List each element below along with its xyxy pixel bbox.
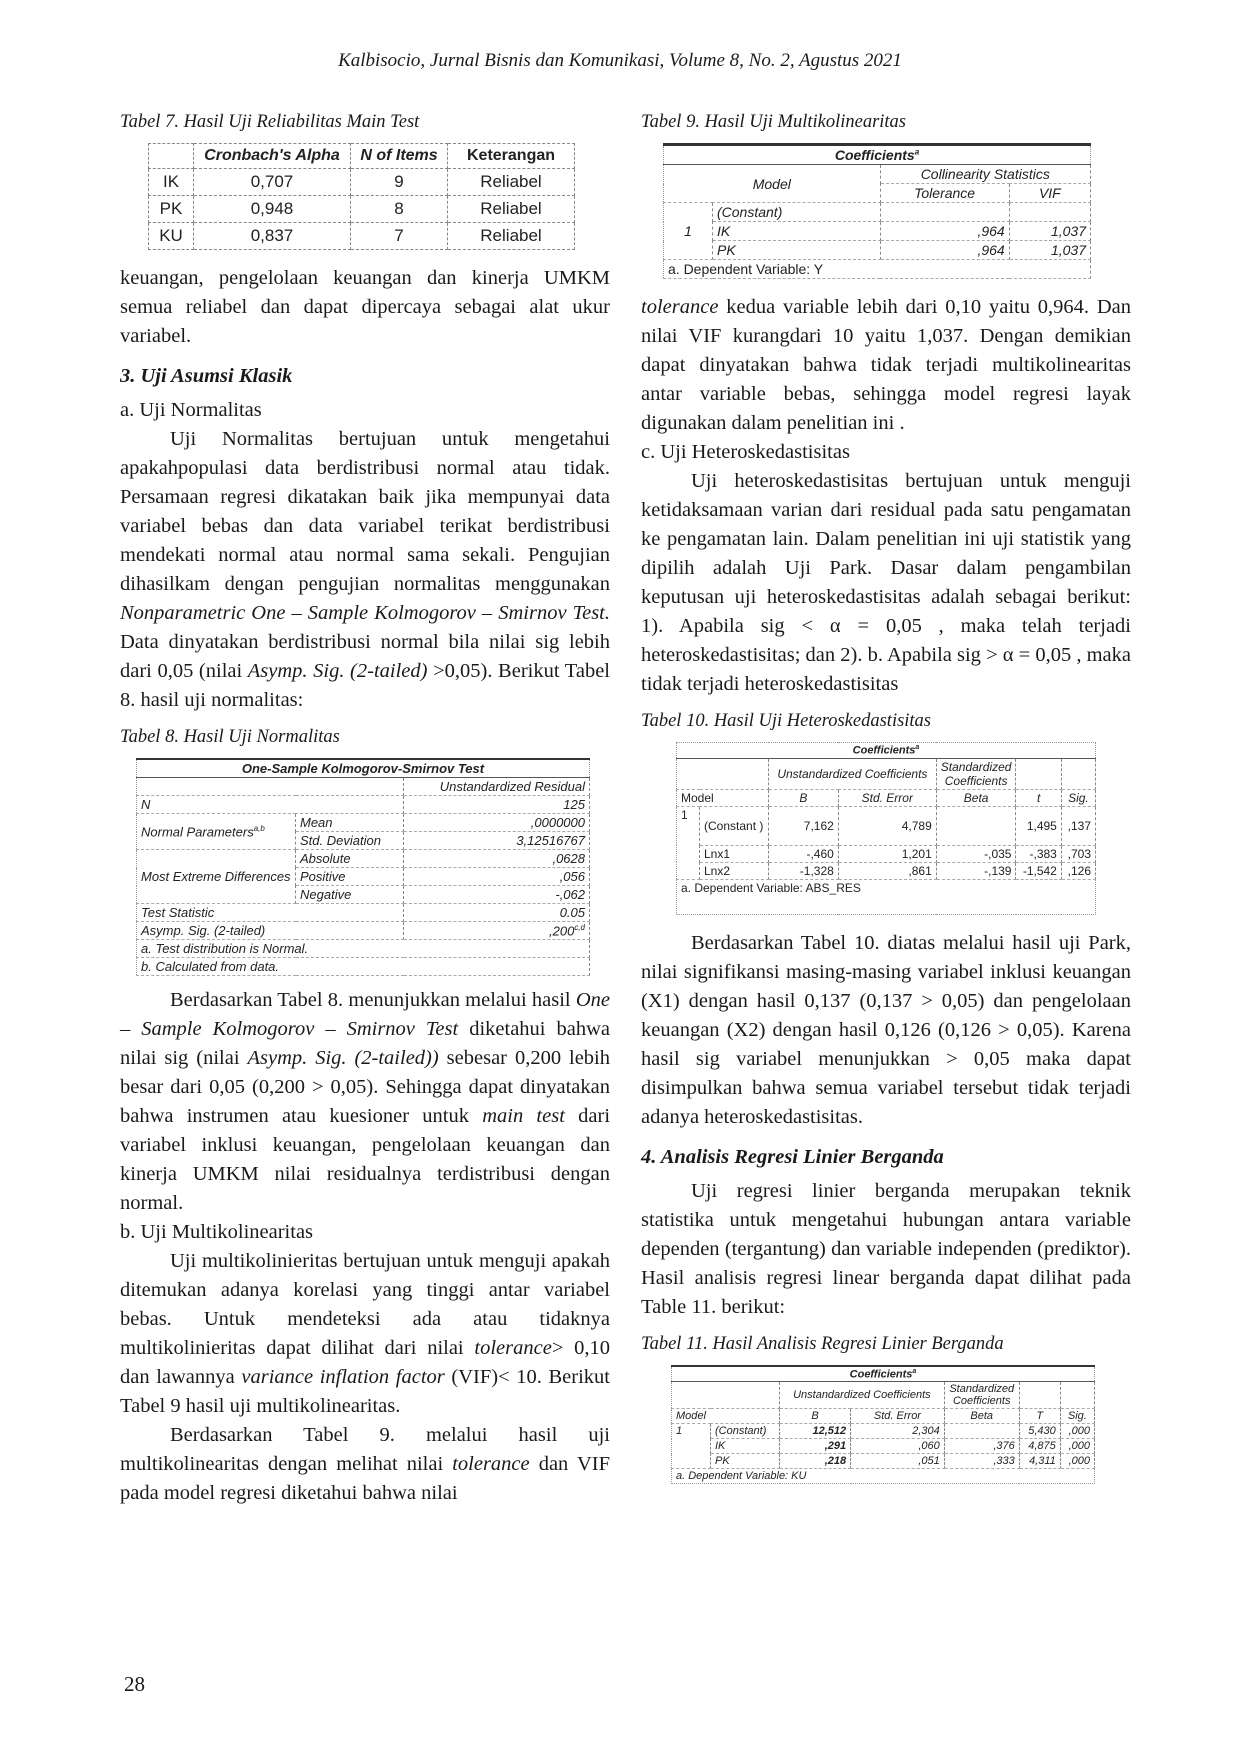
t9-cell: 1,037 bbox=[1009, 222, 1090, 241]
table7-caption: Tabel 7. Hasil Uji Reliabilitas Main Test bbox=[120, 112, 420, 132]
t11-cell: ,376 bbox=[944, 1439, 1019, 1454]
t10-cell: -1,542 bbox=[1016, 862, 1061, 879]
t11-cell: 4,311 bbox=[1019, 1454, 1060, 1469]
t8-note-b: b. Calculated from data. bbox=[137, 958, 590, 976]
t11-h-se: Std. Error bbox=[851, 1409, 945, 1424]
t8-mean-label: Mean bbox=[296, 814, 404, 832]
left-column bbox=[120, 112, 610, 1508]
t7-cell: Reliabel bbox=[448, 169, 575, 196]
t9-note: a. Dependent Variable: Y bbox=[664, 260, 1091, 279]
text-run: tolerance bbox=[641, 296, 719, 318]
t8-np-label bbox=[137, 814, 296, 850]
t8-neg-label: Negative bbox=[296, 886, 404, 904]
table-row bbox=[149, 196, 575, 223]
paragraph bbox=[120, 1247, 610, 1421]
t10-h-beta: Beta bbox=[936, 789, 1016, 806]
t10-cell: 1,201 bbox=[838, 845, 936, 862]
text-run: One – Sample Kolmogorov – Smirnov Test bbox=[120, 989, 610, 1041]
t8-sd-label: Std. Deviation bbox=[296, 832, 404, 850]
table11-regression bbox=[671, 1365, 1095, 1485]
t11-cell: ,051 bbox=[851, 1454, 945, 1469]
t8-n-label: N bbox=[137, 796, 404, 814]
t11-cell: 4,875 bbox=[1019, 1439, 1060, 1454]
section-heading: 4. Analisis Regresi Linier Berganda bbox=[641, 1145, 944, 1168]
subsection-heading: c. Uji Heteroskedastisitas bbox=[641, 441, 850, 463]
t11-cell: ,000 bbox=[1060, 1439, 1094, 1454]
t9-vif: VIF bbox=[1009, 184, 1090, 203]
t10-cell: 1,495 bbox=[1016, 806, 1061, 845]
text-run: Coefficients bbox=[849, 1368, 913, 1381]
t10-cell: Lnx2 bbox=[700, 862, 769, 879]
t11-h-beta: Beta bbox=[944, 1409, 1019, 1424]
text-run: diketahui bahwa nilai sig (nilai bbox=[120, 1018, 610, 1070]
t9-cell: PK bbox=[713, 241, 881, 260]
t7-h0 bbox=[149, 144, 194, 169]
paragraph bbox=[120, 425, 610, 715]
t10-cell: -1,328 bbox=[769, 862, 839, 879]
subsection-heading: b. Uji Multikolinearitas bbox=[120, 1221, 314, 1244]
page-number: 28 bbox=[124, 1672, 145, 1696]
t7-h2: N of Items bbox=[351, 144, 448, 169]
t7-cell: 8 bbox=[351, 196, 448, 223]
t10-cell: 4,789 bbox=[838, 806, 936, 845]
t11-blank bbox=[672, 1382, 780, 1409]
t10-cell: -,383 bbox=[1016, 845, 1061, 862]
footnote-mark: a bbox=[912, 1367, 917, 1375]
t10-blank bbox=[1061, 758, 1095, 789]
t11-cell: IK bbox=[711, 1439, 780, 1454]
t9-cell bbox=[1009, 203, 1090, 222]
right-column bbox=[641, 112, 1131, 1484]
t10-blank bbox=[1016, 758, 1061, 789]
t8-med-label: Most Extreme Differences bbox=[137, 850, 296, 904]
t8-blank bbox=[137, 778, 404, 796]
t10-cell: -,139 bbox=[936, 862, 1016, 879]
t11-blank bbox=[1060, 1382, 1094, 1409]
running-header: Kalbisocio, Jurnal Bisnis dan Komunikasi, Volume 8, No. 2, Agustus 2021 bbox=[338, 50, 902, 71]
t8-sd-val: 3,12516767 bbox=[404, 832, 590, 850]
table-row bbox=[149, 223, 575, 250]
t8-mean-val: ,0000000 bbox=[404, 814, 590, 832]
t11-cell: ,000 bbox=[1060, 1454, 1094, 1469]
t10-h-se: Std. Error bbox=[838, 789, 936, 806]
t11-cell bbox=[944, 1424, 1019, 1439]
t9-title bbox=[664, 145, 1091, 165]
t8-as-cell bbox=[404, 922, 590, 940]
text-run: Uji Normalitas bertujuan untuk mengetahui apakahpopulasi data berdistribusi normal atau tidak. Persamaan regresi dikatakan baik jika mempunyai data variabel bebas dan data variabel terikat berdistribusi mendekati normal atau normal sama sekali. Pengujian dihasilkam dengan pengujian normalitas menggunakan bbox=[120, 428, 610, 595]
t9-cs: Collinearity Statistics bbox=[880, 165, 1090, 184]
t10-cell: (Constant ) bbox=[700, 806, 769, 845]
text-run: Coefficients bbox=[834, 147, 915, 163]
t10-cell bbox=[936, 806, 1016, 845]
t7-cell: 9 bbox=[351, 169, 448, 196]
text-run: Berdasarkan Tabel 9. melalui hasil uji multikolinearitas dengan melihat nilai bbox=[120, 1424, 610, 1476]
text-run: Asymp. Sig. (2-tailed)) bbox=[247, 1047, 439, 1070]
text-run: kedua variable lebih dari 0,10 yaitu 0,964. Dan nilai VIF kurangdari 10 yaitu 1,037. Dengan demikian dapat dinyatakan bahwa tidak terjadi multikolinearitas antar variable bebas, sehingga model regresi layak digunakan dalam penelitian ini . bbox=[641, 296, 1131, 434]
t11-h-sig: Sig. bbox=[1060, 1409, 1094, 1424]
t9-cell: ,964 bbox=[880, 241, 1009, 260]
text-run: Uji multikolinieritas bertujuan untuk menguji apakah ditemukan adanya korelasi yang tinggi antar variabel bebas. Untuk mendeteksi ada atau tidaknya multikolinieritas dapat dilihat dari nilai bbox=[120, 1250, 610, 1360]
table10-caption: Tabel 10. Hasil Uji Heteroskedastisitas bbox=[641, 711, 932, 731]
t11-cell: 2,304 bbox=[851, 1424, 945, 1439]
t8-pos-label: Positive bbox=[296, 868, 404, 886]
t10-cell: -,035 bbox=[936, 845, 1016, 862]
t11-h-t: T bbox=[1019, 1409, 1060, 1424]
footnote-mark: c,d bbox=[574, 923, 585, 932]
footnote-mark: a bbox=[915, 744, 920, 751]
table9-multicollinearity bbox=[663, 143, 1091, 279]
t8-abs-val: ,0628 bbox=[404, 850, 590, 868]
subsection-heading: a. Uji Normalitas bbox=[120, 399, 262, 421]
t11-cell: ,000 bbox=[1060, 1424, 1094, 1439]
text-run: Normal Parameters bbox=[141, 824, 254, 840]
t10-cell: Lnx1 bbox=[700, 845, 769, 862]
t10-title bbox=[677, 743, 1096, 759]
t8-ts-label: Test Statistic bbox=[137, 904, 404, 922]
t11-cell: (Constant) bbox=[711, 1424, 780, 1439]
t11-blank bbox=[1019, 1382, 1060, 1409]
t10-sc: Standardized Coefficients bbox=[936, 758, 1016, 789]
t11-cell: ,218 bbox=[780, 1454, 851, 1469]
t11-cell: ,060 bbox=[851, 1439, 945, 1454]
t10-h-model: Model bbox=[677, 789, 769, 806]
t7-cell: Reliabel bbox=[448, 223, 575, 250]
t7-cell: 0,707 bbox=[194, 169, 351, 196]
t7-h3: Keterangan bbox=[448, 144, 575, 169]
t8-pos-val: ,056 bbox=[404, 868, 590, 886]
text-run: Asymp. Sig. (2-tailed) bbox=[247, 660, 428, 682]
t10-m1: 1 bbox=[677, 806, 700, 879]
t11-cell: 12,512 bbox=[780, 1424, 851, 1439]
t8-neg-val: -,062 bbox=[404, 886, 590, 904]
table8-normality bbox=[136, 758, 590, 976]
text-run: Nonparametric One – Sample Kolmogorov – Smirnov Test. bbox=[120, 602, 610, 624]
t11-m1: 1 bbox=[672, 1424, 711, 1469]
t8-ts-val: 0.05 bbox=[404, 904, 590, 922]
t11-sc: Standardized Coefficients bbox=[944, 1382, 1019, 1409]
t9-tol: Tolerance bbox=[880, 184, 1009, 203]
t10-cell: ,126 bbox=[1061, 862, 1095, 879]
t10-h-sig: Sig. bbox=[1061, 789, 1095, 806]
t11-h-model: Model bbox=[672, 1409, 780, 1424]
footnote-mark: a,b bbox=[253, 823, 265, 833]
t10-blank bbox=[677, 758, 769, 789]
t9-model: Model bbox=[664, 165, 881, 203]
t11-uc: Unstandardized Coefficients bbox=[780, 1382, 945, 1409]
t11-title bbox=[672, 1366, 1095, 1382]
text-run: variance inflation factor bbox=[241, 1366, 445, 1389]
text-run: sebesar 0,200 lebih besar dari 0,05 (0,200 > 0,05). Sehingga dapat dinyatakan bahwa instrumen atau kuesioner untuk bbox=[120, 1047, 611, 1128]
paragraph bbox=[120, 1421, 610, 1508]
paragraph: keuangan, pengelolaan keuangan dan kinerja UMKM semua reliabel dan dapat dipercaya sebagai alat ukur variabel. bbox=[120, 267, 610, 347]
paragraph bbox=[120, 986, 610, 1218]
text-run: Data dinyatakan berdistribusi normal bila nilai sig lebih dari 0,05 (nilai bbox=[120, 631, 610, 682]
t9-cell: IK bbox=[713, 222, 881, 241]
paragraph: Berdasarkan Tabel 10. diatas melalui hasil uji Park, nilai signifikansi masing-masing variabel inklusi keuangan (X1) dengan hasil 0,137 (0,137 > 0,05) dan pengelolaan keuangan (X2) dengan hasil 0,126 (0,126 > 0,05). Karena hasil sig variabel menunjukkan > 0,05 maka dapat disimpulkan bahwa semua variabel tersebut tidak terjadi adanya heteroskedastisitas. bbox=[641, 931, 1131, 1128]
t11-note: a. Dependent Variable: KU bbox=[676, 1470, 807, 1483]
t10-note: a. Dependent Variable: ABS_RES bbox=[681, 880, 861, 895]
t7-cell: 0,837 bbox=[194, 223, 351, 250]
table8-caption: Tabel 8. Hasil Uji Normalitas bbox=[120, 727, 340, 747]
t10-h-t: t bbox=[1016, 789, 1061, 806]
t7-cell: PK bbox=[149, 196, 194, 223]
section-heading: 3. Uji Asumsi Klasik bbox=[120, 365, 293, 387]
text-run: Coefficients bbox=[852, 744, 916, 757]
text-run: dan VIF pada model regresi diketahui bahwa nilai bbox=[120, 1453, 610, 1505]
paragraph: Uji heteroskedastisitas bertujuan untuk menguji ketidaksamaan varian dari residual pada satu pengamatan ke pengamatan lain. Dalam penelitian ini uji statistik yang dipilih adalah Uji Park. Dasar dalam pengambilan keputusan uji heteroskedastisitas adalah sebagai berikut: 1). Apabila sig < α = 0,05 , maka telah terjadi heteroskedastisitas; dan 2). b. Apabila sig > α = 0,05 , maka tidak terjadi heteroskedastisitas bbox=[641, 470, 1131, 695]
table-row bbox=[149, 169, 575, 196]
text-run: dari variabel inklusi keuangan, pengelolaan keuangan dan kinerja UMKM nilai residualnya terdistribusi dengan normal. bbox=[120, 1105, 611, 1215]
t9-cell: 1,037 bbox=[1009, 241, 1090, 260]
text-run: (VIF)< 10. Berikut Tabel 9 hasil uji multikolinearitas. bbox=[120, 1366, 610, 1418]
text-run: tolerance bbox=[452, 1453, 530, 1476]
text-run: > 0,10 dan lawannya bbox=[120, 1337, 611, 1389]
t8-abs-label: Absolute bbox=[296, 850, 404, 868]
text-run: tolerance bbox=[474, 1337, 552, 1360]
t7-cell: Reliabel bbox=[448, 196, 575, 223]
table9-caption: Tabel 9. Hasil Uji Multikolinearitas bbox=[641, 112, 907, 132]
t8-as-label: Asymp. Sig. (2-tailed) bbox=[137, 922, 404, 940]
t8-col: Unstandardized Residual bbox=[404, 778, 590, 796]
paragraph: Uji regresi linier berganda merupakan teknik statistika untuk mengetahui hubungan antara variable dependen (tergantung) dan variable independen (prediktor). Hasil analisis regresi linear berganda dapat dilihat pada Table 11. berikut: bbox=[641, 1179, 1131, 1318]
t7-cell: 0,948 bbox=[194, 196, 351, 223]
text-run: >0,05). Berikut Tabel 8. hasil uji normalitas: bbox=[120, 660, 610, 711]
t10-cell: ,137 bbox=[1061, 806, 1095, 845]
t10-cell: ,861 bbox=[838, 862, 936, 879]
t10-cell: 7,162 bbox=[769, 806, 839, 845]
text-run: main test bbox=[482, 1105, 565, 1128]
t7-cell: IK bbox=[149, 169, 194, 196]
t8-n-val: 125 bbox=[404, 796, 590, 814]
table10-heteroskedasticity bbox=[676, 742, 1096, 915]
footnote-mark: a bbox=[914, 147, 920, 157]
t11-cell: PK bbox=[711, 1454, 780, 1469]
t11-h-b: B bbox=[780, 1409, 851, 1424]
t7-cell: KU bbox=[149, 223, 194, 250]
t9-m1: 1 bbox=[664, 203, 713, 260]
t7-h1: Cronbach's Alpha bbox=[194, 144, 351, 169]
t10-cell: -,460 bbox=[769, 845, 839, 862]
t11-cell: ,333 bbox=[944, 1454, 1019, 1469]
text-run: Berdasarkan Tabel 8. menunjukkan melalui hasil bbox=[170, 989, 576, 1012]
t7-cell: 7 bbox=[351, 223, 448, 250]
t10-cell: ,703 bbox=[1061, 845, 1095, 862]
table7-reliability bbox=[148, 143, 575, 250]
paragraph bbox=[641, 293, 1131, 438]
t10-uc: Unstandardized Coefficients bbox=[769, 758, 937, 789]
t8-note-a: a. Test distribution is Normal. bbox=[137, 940, 590, 958]
text-run: ,200 bbox=[549, 923, 575, 939]
t11-cell: 5,430 bbox=[1019, 1424, 1060, 1439]
table11-caption: Tabel 11. Hasil Analisis Regresi Linier Berganda bbox=[641, 1333, 1004, 1354]
t10-h-b: B bbox=[769, 789, 839, 806]
t11-cell: ,291 bbox=[780, 1439, 851, 1454]
t8-title: One-Sample Kolmogorov-Smirnov Test bbox=[137, 759, 590, 778]
t9-cell bbox=[880, 203, 1009, 222]
t9-cell: ,964 bbox=[880, 222, 1009, 241]
t9-cell: (Constant) bbox=[713, 203, 881, 222]
